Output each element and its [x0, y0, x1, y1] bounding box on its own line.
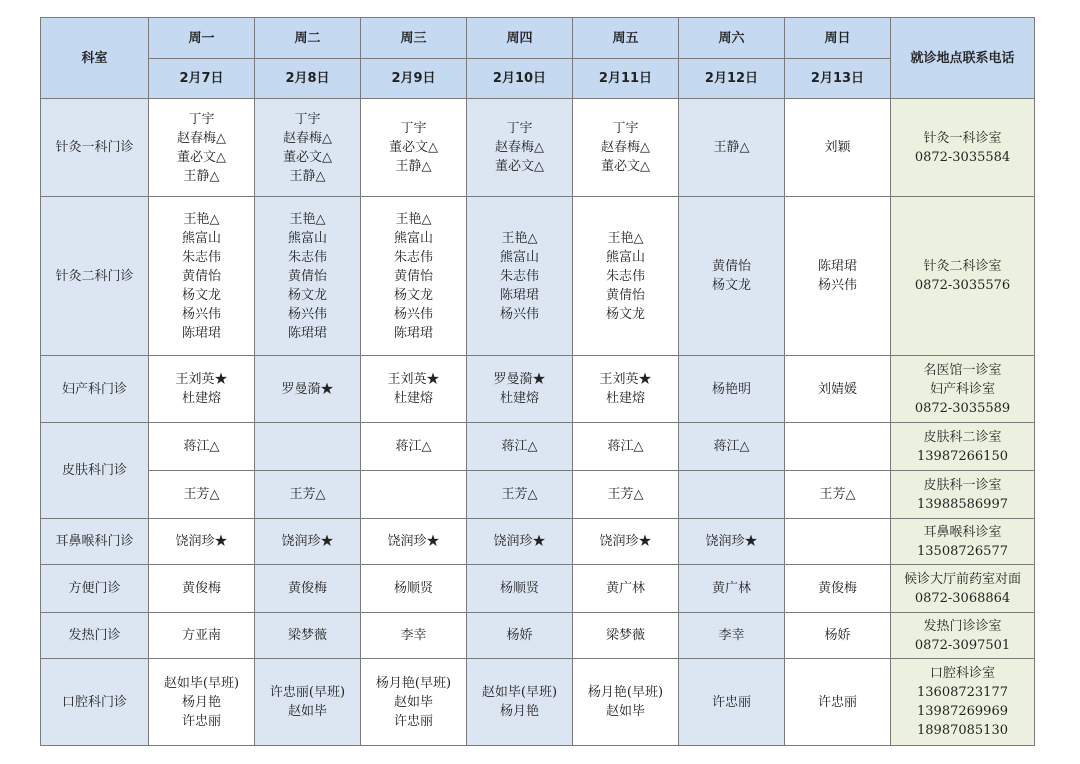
location-line: 18987085130 [917, 723, 1008, 738]
doctor-name: 丁宇 [188, 111, 215, 127]
doctor-cell [255, 519, 361, 565]
doctor-cell [467, 613, 573, 659]
weekday-header: 周六 [679, 18, 785, 59]
schedule-row [41, 519, 1035, 565]
doctor-cell [573, 99, 679, 197]
doctor-name: 赵春梅△ [601, 140, 650, 155]
schedule-row [41, 565, 1035, 613]
doctor-cell [679, 423, 785, 471]
doctor-name: 陈珺珺 [817, 259, 857, 274]
doctor-name: 王芳△ [819, 487, 856, 502]
doctor-name: 赵如毕 [605, 704, 645, 719]
doctor-name: 黄广林 [605, 581, 645, 596]
doctor-name: 赵如毕(早班) [481, 685, 558, 700]
doctor-name: 饶润珍★ [387, 534, 440, 549]
location-line: 13508726577 [917, 543, 1008, 559]
doctor-name: 杨顺贤 [393, 581, 433, 596]
doctor-name: 熊富山 [287, 230, 327, 246]
doctor-cell [255, 613, 361, 659]
doctor-name: 王刘英★ [599, 372, 652, 387]
schedule-row [41, 197, 1035, 356]
doctor-name: 饶润珍★ [175, 534, 228, 549]
doctor-name: 杨文龙 [711, 278, 751, 293]
doctor-cell [255, 99, 361, 197]
doctor-name: 杨文龙 [605, 306, 645, 322]
doctor-cell [361, 423, 467, 471]
doctor-name: 梁梦薇 [605, 628, 645, 643]
dept-name: 发热门诊 [41, 613, 149, 659]
dept-name: 方便门诊 [41, 565, 149, 613]
doctor-name: 熊富山 [393, 230, 433, 246]
location-line: 皮肤科一诊室 [923, 477, 1002, 493]
doctor-name: 刘颖 [824, 140, 851, 155]
doctor-name: 杨月艳 [181, 694, 221, 710]
doctor-name: 董必文△ [389, 140, 438, 155]
doctor-cell [361, 613, 467, 659]
doctor-name: 杨文龙 [393, 287, 433, 303]
location-line: 妇产科诊室 [929, 381, 995, 397]
doctor-name: 许忠丽 [817, 694, 857, 710]
doctor-name: 熊富山 [499, 249, 539, 265]
doctor-cell [573, 519, 679, 565]
doctor-cell [149, 99, 255, 197]
location-cell [891, 99, 1035, 197]
location-line: 0872-3035584 [914, 149, 1011, 165]
doctor-cell [149, 565, 255, 613]
doctor-name: 杨兴伟 [817, 278, 857, 293]
doctor-name: 杨兴伟 [499, 306, 539, 322]
location-cell [891, 659, 1035, 746]
date-header: 2月7日 [149, 59, 255, 99]
doctor-name: 杨兴伟 [393, 306, 433, 322]
doctor-name: 黄广林 [711, 581, 751, 596]
doctor-cell [573, 356, 679, 423]
doctor-name: 丁宇 [506, 121, 533, 136]
doctor-name: 杨娇 [506, 628, 533, 643]
location-line: 13987266150 [917, 448, 1008, 464]
doctor-cell [679, 519, 785, 565]
doctor-name: 王艳△ [183, 211, 220, 227]
doctor-name: 陈珺珺 [393, 325, 433, 341]
doctor-name: 杨月艳 [499, 704, 539, 719]
weekday-header: 周三 [361, 18, 467, 59]
doctor-name: 黄俊梅 [181, 581, 221, 596]
doctor-name: 王艳△ [289, 211, 326, 227]
doctor-name: 梁梦薇 [287, 628, 327, 643]
doctor-cell [255, 356, 361, 423]
doctor-cell [361, 519, 467, 565]
dept-name: 皮肤科门诊 [41, 423, 149, 519]
doctor-name: 杨艳明 [711, 381, 751, 397]
weekday-header: 周五 [573, 18, 679, 59]
doctor-name: 蒋江△ [183, 439, 220, 454]
doctor-name: 罗曼漪★ [281, 381, 334, 397]
doctor-cell [785, 356, 891, 423]
schedule-row [41, 99, 1035, 197]
doctor-cell [679, 471, 785, 519]
location-cell [891, 423, 1035, 471]
doctor-name: 陈珺珺 [499, 287, 539, 303]
doctor-cell [573, 197, 679, 356]
doctor-cell [149, 519, 255, 565]
doctor-cell [467, 197, 573, 356]
doctor-name: 丁宇 [612, 121, 639, 136]
location-header: 就诊地点联系电话 [891, 18, 1035, 99]
doctor-name: 蒋江△ [395, 439, 432, 454]
doctor-name: 熊富山 [181, 230, 221, 246]
date-header: 2月13日 [785, 59, 891, 99]
date-header: 2月11日 [573, 59, 679, 99]
doctor-cell [573, 613, 679, 659]
doctor-name: 黄倩怡 [393, 268, 433, 284]
date-header: 2月9日 [361, 59, 467, 99]
doctor-name: 黄俊梅 [287, 581, 327, 596]
doctor-name: 王芳△ [289, 487, 326, 502]
dept-name: 妇产科门诊 [41, 356, 149, 423]
location-cell [891, 356, 1035, 423]
weekday-header: 周二 [255, 18, 361, 59]
schedule-row [41, 659, 1035, 746]
weekday-header: 周一 [149, 18, 255, 59]
doctor-cell [785, 659, 891, 746]
doctor-name: 朱志伟 [287, 249, 327, 265]
doctor-name: 陈珺珺 [181, 325, 221, 341]
doctor-name: 杨文龙 [287, 287, 327, 303]
schedule-row [41, 356, 1035, 423]
doctor-name: 丁宇 [400, 121, 427, 136]
doctor-name: 赵如毕 [393, 694, 433, 710]
doctor-cell [361, 99, 467, 197]
doctor-name: 许忠丽(早班) [269, 685, 346, 700]
doctor-name: 黄倩怡 [287, 268, 327, 284]
doctor-name: 蒋江△ [607, 439, 644, 454]
doctor-cell [467, 423, 573, 471]
doctor-cell [255, 471, 361, 519]
dept-name: 口腔科门诊 [41, 659, 149, 746]
date-header: 2月10日 [467, 59, 573, 99]
doctor-cell [467, 565, 573, 613]
doctor-cell [679, 565, 785, 613]
doctor-cell [573, 659, 679, 746]
doctor-name: 王芳△ [607, 487, 644, 502]
doctor-name: 李幸 [400, 628, 427, 643]
location-line: 口腔科诊室 [929, 666, 995, 681]
doctor-name: 王艳△ [501, 230, 538, 246]
doctor-name: 杜建熔 [393, 391, 433, 406]
location-cell [891, 197, 1035, 356]
doctor-name: 王艳△ [395, 211, 432, 227]
doctor-name: 杨兴伟 [287, 306, 327, 322]
doctor-cell [679, 356, 785, 423]
doctor-name: 杨文龙 [181, 287, 221, 303]
doctor-cell [679, 197, 785, 356]
dept-name: 针灸二科门诊 [41, 197, 149, 356]
doctor-name: 饶润珍★ [493, 534, 546, 549]
doctor-cell [573, 471, 679, 519]
dept-name: 针灸一科门诊 [41, 99, 149, 197]
doctor-name: 许忠丽 [393, 713, 433, 729]
doctor-cell [679, 613, 785, 659]
doctor-cell [255, 423, 361, 471]
doctor-cell [467, 659, 573, 746]
doctor-name: 饶润珍★ [599, 534, 652, 549]
doctor-cell [149, 659, 255, 746]
doctor-name: 罗曼漪★ [493, 372, 546, 387]
doctor-name: 王静△ [713, 140, 750, 155]
doctor-name: 李幸 [718, 628, 745, 643]
doctor-name: 黄倩怡 [711, 259, 751, 274]
doctor-cell [149, 613, 255, 659]
location-line: 0872-3097501 [914, 637, 1011, 653]
doctor-cell [467, 471, 573, 519]
doctor-cell [467, 519, 573, 565]
doctor-name: 赵如毕 [287, 704, 327, 719]
doctor-name: 董必文△ [177, 149, 226, 165]
doctor-cell [149, 471, 255, 519]
doctor-cell [785, 613, 891, 659]
doctor-cell [361, 565, 467, 613]
doctor-name: 王静△ [183, 168, 220, 184]
doctor-cell [361, 659, 467, 746]
location-line: 发热门诊诊室 [923, 618, 1002, 634]
doctor-name: 熊富山 [605, 249, 645, 265]
doctor-name: 方亚南 [181, 628, 221, 643]
location-line: 针灸一科诊室 [923, 130, 1002, 146]
doctor-name: 丁宇 [294, 111, 321, 127]
location-line: 耳鼻喉科诊室 [923, 524, 1002, 540]
doctor-name: 杜建熔 [605, 391, 645, 406]
doctor-cell [149, 197, 255, 356]
doctor-cell [255, 565, 361, 613]
doctor-cell [255, 197, 361, 356]
location-line: 名医馆一诊室 [923, 362, 1002, 378]
doctor-name: 杜建熔 [499, 391, 539, 406]
location-line: 0872-3068864 [914, 590, 1011, 606]
doctor-name: 刘婧媛 [817, 381, 857, 397]
doctor-name: 朱志伟 [499, 268, 539, 284]
doctor-name: 许忠丽 [181, 713, 221, 729]
doctor-name: 王芳△ [501, 487, 538, 502]
doctor-cell [149, 356, 255, 423]
date-header: 2月8日 [255, 59, 361, 99]
doctor-cell [361, 197, 467, 356]
doctor-cell [255, 659, 361, 746]
doctor-cell [785, 99, 891, 197]
doctor-cell [785, 565, 891, 613]
doctor-cell [785, 471, 891, 519]
location-line: 0872-3035576 [914, 278, 1011, 293]
doctor-cell [467, 356, 573, 423]
doctor-name: 王刘英★ [387, 372, 440, 387]
doctor-name: 朱志伟 [605, 268, 645, 284]
doctor-cell [361, 471, 467, 519]
doctor-name: 黄倩怡 [181, 268, 221, 284]
location-line: 候诊大厅前药室对面 [903, 571, 1021, 587]
doctor-cell [785, 519, 891, 565]
doctor-name: 董必文△ [495, 159, 544, 174]
doctor-name: 董必文△ [601, 159, 650, 174]
location-cell [891, 613, 1035, 659]
date-header: 2月12日 [679, 59, 785, 99]
doctor-cell [679, 659, 785, 746]
doctor-cell [361, 356, 467, 423]
location-line: 13987269969 [917, 704, 1008, 719]
doctor-cell [785, 197, 891, 356]
location-line: 针灸二科诊室 [923, 259, 1002, 274]
doctor-name: 王芳△ [183, 487, 220, 502]
doctor-cell [149, 423, 255, 471]
location-cell [891, 565, 1035, 613]
doctor-name: 陈珺珺 [287, 325, 327, 341]
dept-name: 耳鼻喉科门诊 [41, 519, 149, 565]
doctor-name: 黄俊梅 [817, 581, 857, 596]
doctor-name: 杨月艳(早班) [375, 675, 452, 691]
doctor-name: 杨顺贤 [499, 581, 539, 596]
doctor-name: 饶润珍★ [705, 534, 758, 549]
doctor-name: 赵春梅△ [495, 140, 544, 155]
doctor-cell [573, 565, 679, 613]
doctor-name: 王静△ [395, 159, 432, 174]
doctor-name: 王艳△ [607, 230, 644, 246]
doctor-name: 杨娇 [824, 628, 851, 643]
location-line: 皮肤科二诊室 [923, 429, 1002, 445]
doctor-cell [785, 423, 891, 471]
doctor-name: 杨月艳(早班) [587, 685, 664, 700]
location-cell [891, 471, 1035, 519]
location-line: 13608723177 [917, 685, 1008, 700]
doctor-name: 饶润珍★ [281, 534, 334, 549]
schedule-row [41, 613, 1035, 659]
doctor-name: 杜建熔 [181, 391, 221, 406]
doctor-name: 朱志伟 [393, 249, 433, 265]
doctor-name: 许忠丽 [711, 694, 751, 710]
doctor-name: 王刘英★ [175, 372, 228, 387]
schedule-table [40, 17, 1035, 746]
location-line: 13988586997 [917, 496, 1008, 512]
doctor-name: 赵春梅△ [177, 130, 226, 146]
doctor-cell [467, 99, 573, 197]
doctor-name: 黄倩怡 [605, 287, 645, 303]
location-line: 0872-3035589 [914, 400, 1011, 416]
doctor-name: 杨兴伟 [181, 306, 221, 322]
doctor-name: 董必文△ [283, 149, 332, 165]
doctor-name: 王静△ [289, 168, 326, 184]
weekday-header: 周四 [467, 18, 573, 59]
schedule-body [41, 99, 1035, 746]
doctor-cell [573, 423, 679, 471]
doctor-name: 朱志伟 [181, 249, 221, 265]
doctor-cell [679, 99, 785, 197]
doctor-name: 赵春梅△ [283, 130, 332, 146]
schedule-row [41, 471, 1035, 519]
location-cell [891, 519, 1035, 565]
schedule-row [41, 423, 1035, 471]
doctor-name: 赵如毕(早班) [163, 675, 240, 691]
dept-header: 科室 [41, 18, 149, 99]
weekday-header: 周日 [785, 18, 891, 59]
doctor-name: 蒋江△ [501, 439, 538, 454]
doctor-name: 蒋江△ [713, 439, 750, 454]
